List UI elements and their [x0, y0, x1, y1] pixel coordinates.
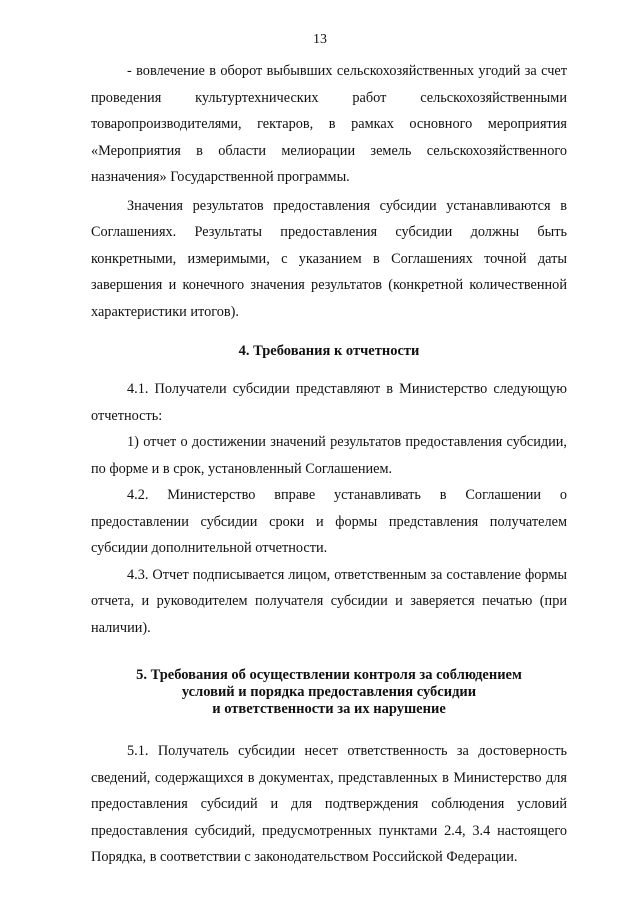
paragraph-4-1-item-1: 1) отчет о достижении значений результатов предоставления субсидии, по форме и в срок, установленный Соглашением. [91, 434, 567, 477]
section-5-heading-line-3: и ответственности за их нарушение [212, 701, 446, 717]
page-content [91, 58, 567, 871]
paragraph-4-1: 4.1. Получатели субсидии представляют в Министерство следующую отчетность: [91, 381, 567, 424]
section-5-heading-line-2: условий и порядка предоставления субсидии [181, 684, 477, 700]
page-number: 13 [313, 32, 327, 47]
paragraph-results-values: Значения результатов предоставления субсидии устанавливаются в Соглашениях. Результаты предоставления субсидии должны быть конкретными, измеримыми, с указанием в Соглашениях точной даты завершения и конечного значения результатов (конкретной количественной характеристики итогов). [91, 197, 567, 320]
section-5-heading [91, 667, 567, 718]
section-4-heading: 4. Требования к отчетности [238, 343, 420, 359]
paragraph-4-2: 4.2. Министерство вправе устанавливать в Соглашении о предоставлении субсидии сроки и формы представления получателем субсидии дополнительной отчетности. [91, 487, 567, 556]
paragraph-5-1: 5.1. Получатель субсидии несет ответственность за достоверность сведений, содержащихся в документах, представленных в Министерство для предоставления субсидий и для подтверждения соблюдения условий предоставления субсидий, предусмотренных пунктами 2.4, 3.4 настоящего Порядка, в соответствии с законодательством Российской Федерации. [91, 743, 567, 865]
section-5-heading-line-1: 5. Требования об осуществлении контроля за соблюдением [136, 667, 522, 683]
paragraph-involvement: - вовлечение в оборот выбывших сельскохозяйственных угодий за счет проведения культуртехнических работ сельскохозяйственными товаропроизводителями, гектаров, в рамках основного мероприятия «Мероприятия в области мелиорации земель сельскохозяйственного назначения» Государственной программы. [91, 63, 567, 185]
paragraph-4-3: 4.3. Отчет подписывается лицом, ответственным за составление формы отчета, и руководителем получателя субсидии и заверяется печатью (при наличии). [91, 566, 567, 636]
